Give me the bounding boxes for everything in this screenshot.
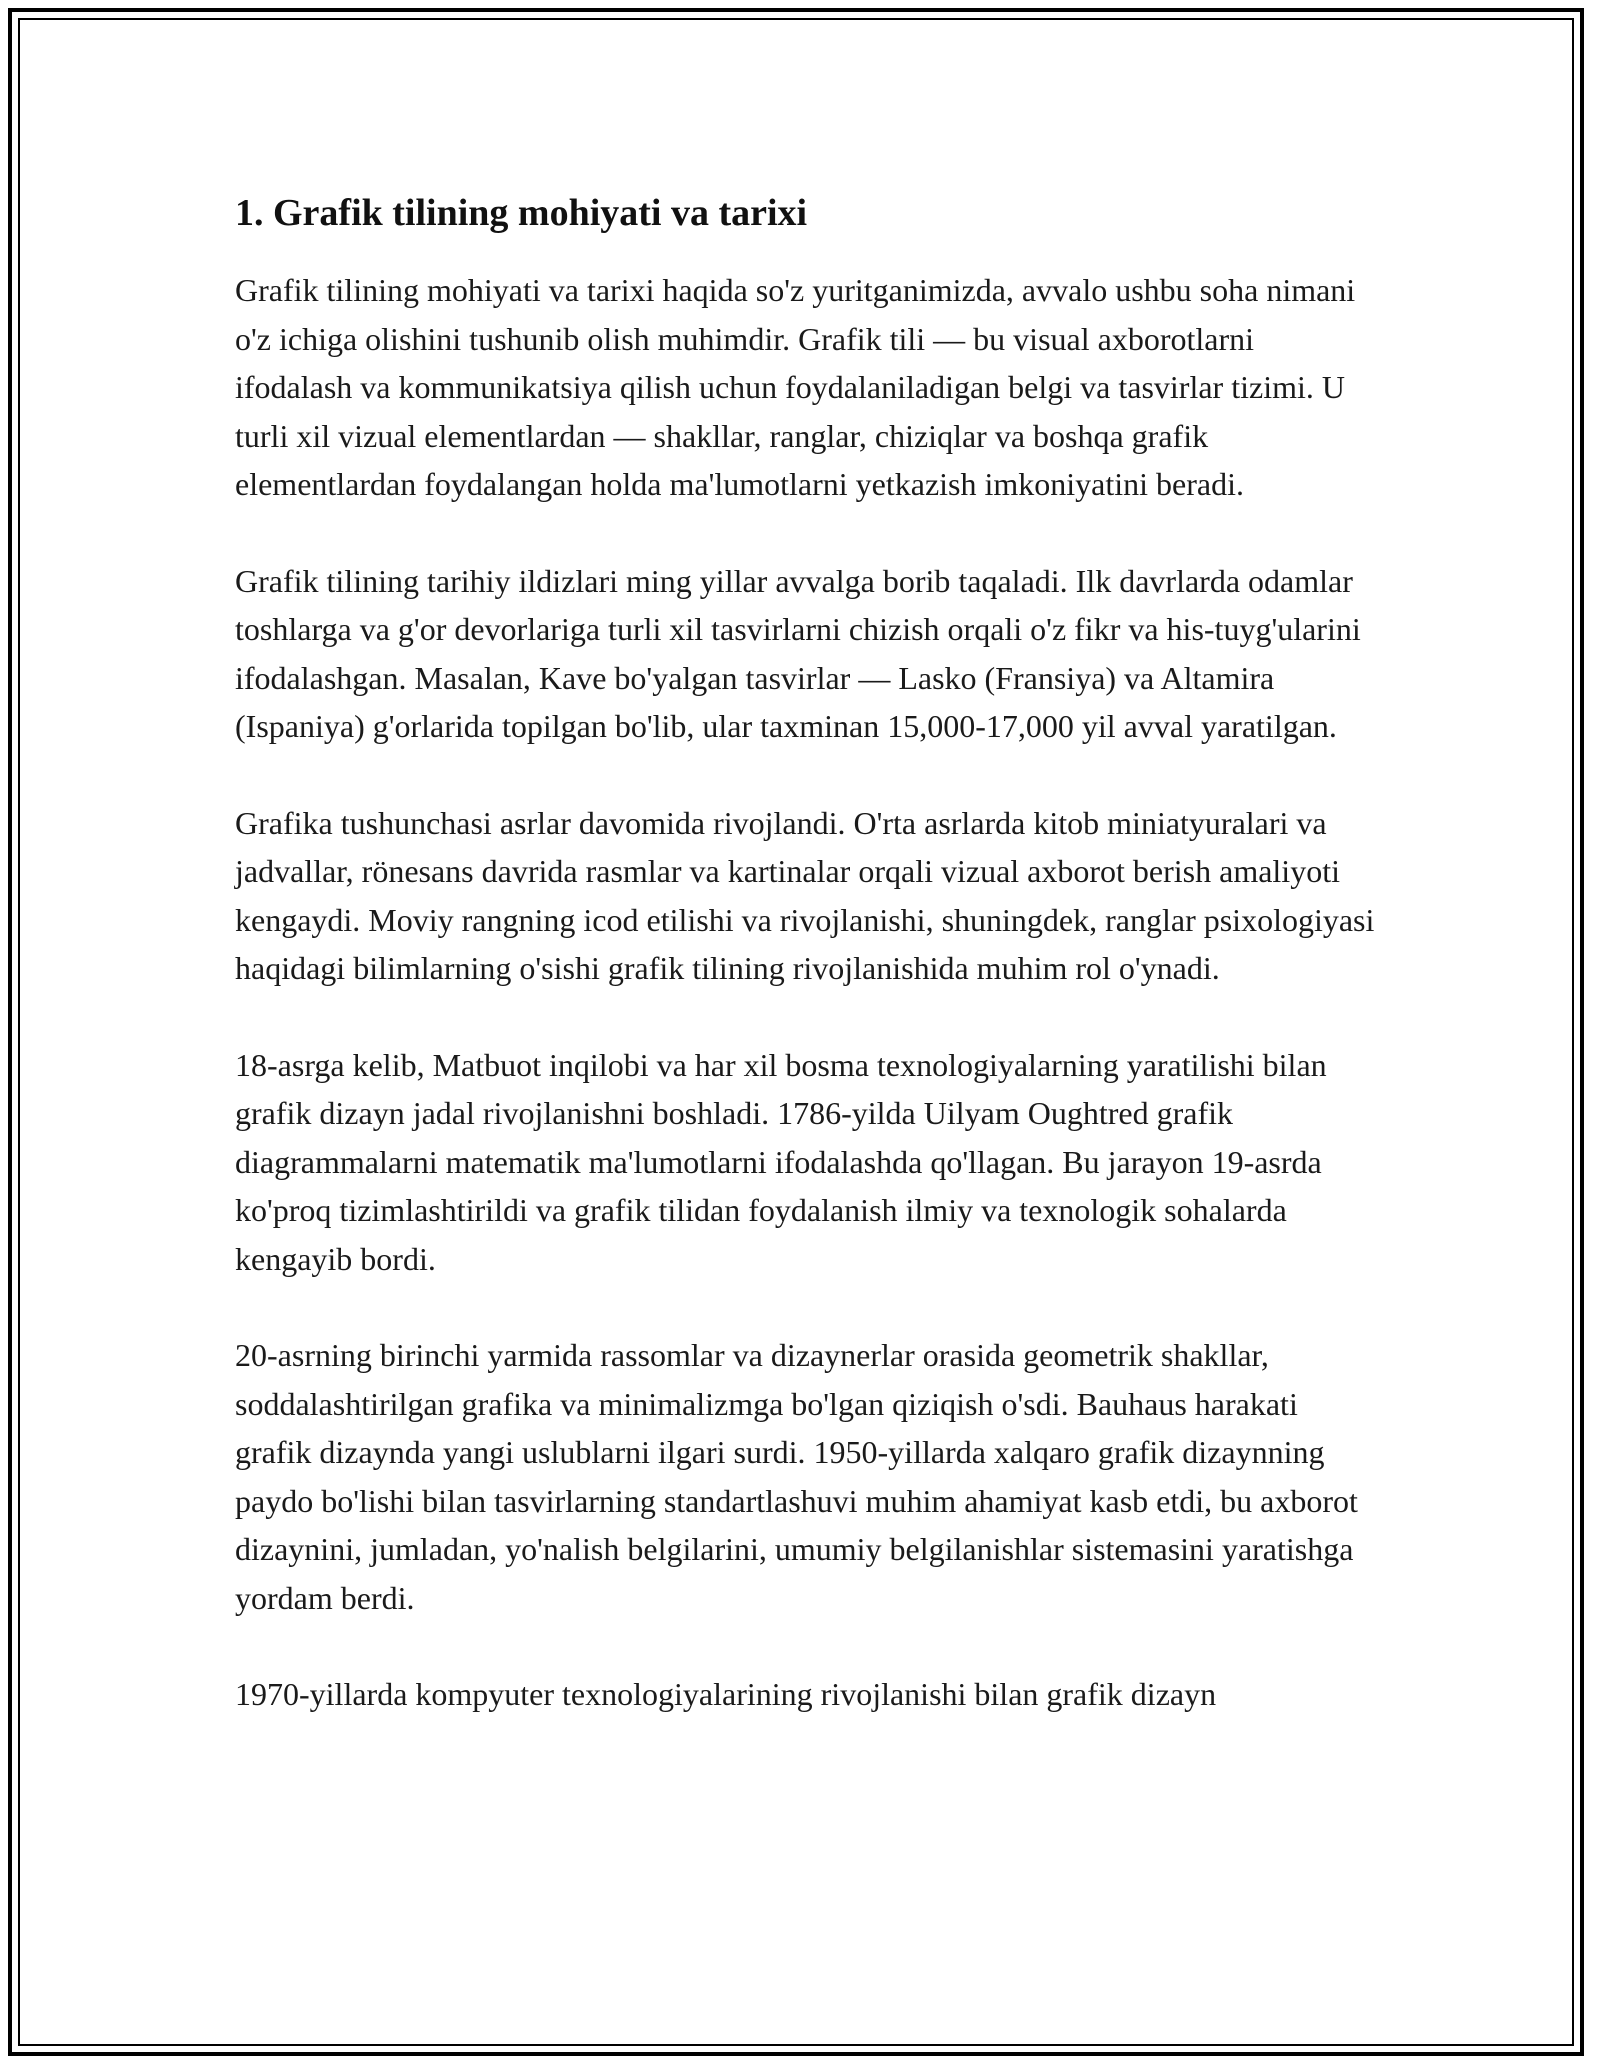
paragraph-1970s: 1970-yillarda kompyuter texnologiyalarining rivojlanishi bilan grafik dizayn (235, 1676, 1217, 1712)
paragraph-essence: Grafik tilining mohiyati va tarixi haqida so'z yuritganimizda, avvalo ushbu soha nimani o'z ichiga olishini tushunib olish muhimdir. Grafik tili — bu visual axborotlarni ifodalash va kommunikatsiya qilish uchun foydalaniladigan belgi va tasvirlar tizimi. U turli xil vizual elementlardan — shakllar, ranglar, chiziqlar va boshqa grafik elementlardan foydalangan holda ma'lumotlarni yetkazish imkoniyatini beradi. (235, 272, 1356, 502)
document-body (235, 184, 1375, 1719)
section-title: 1. Grafik tilining mohiyati va tarixi (235, 192, 808, 234)
paragraph-20th-century: 20-asrning birinchi yarmida rassomlar va dizaynerlar orasida geometrik shakllar, soddalashtirilgan grafika va minimalizmga bo'lgan qiziqish o'sdi. Bauhaus harakati grafik dizaynda yangi uslublarni ilgari surdi. 1950-yillarda xalqaro grafik dizaynning paydo bo'lishi bilan tasvirlarning standartlashuvi muhim ahamiyat kasb etdi, bu axborot dizaynini, jumladan, yo'nalish belgilarini, umumiy belgilanishlar sistemasini yaratishga yordam berdi. (235, 1337, 1358, 1616)
paragraph-historical-roots: Grafik tilining tarihiy ildizlari ming yillar avvalga borib taqaladi. Ilk davrlarda odamlar toshlarga va g'or devorlariga turli xil tasvirlarni chizish orqali o'z fikr va his-tuyg'ularini ifodalashgan. Masalan, Kave bo'yalgan tasvirlar — Lasko (Fransiya) va Altamira (Ispaniya) g'orlarida topilgan bo'lib, ular taxminan 15,000-17,000 yil avval yaratilgan. (235, 562, 1361, 744)
paragraph-development: Grafika tushunchasi asrlar davomida rivojlandi. O'rta asrlarda kitob miniatyuralari va jadvallar, rönesans davrida rasmlar va kartinalar orqali vizual axborot berish amaliyoti kengaydi. Moviy rangning icod etilishi va rivojlanishi, shuningdek, ranglar psixologiyasi haqidagi bilimlarning o'sishi grafik tilining rivojlanishida muhim rol o'ynadi. (235, 804, 1375, 986)
paragraph-18th-century: 18-asrga kelib, Matbuot inqilobi va har xil bosma texnologiyalarning yaratilishi bilan grafik dizayn jadal rivojlanishni boshladi. 1786-yilda Uilyam Oughtred grafik diagrammalarni matematik ma'lumotlarni ifodalashda qo'llagan. Bu jarayon 19-asrda ko'proq tizimlashtirildi va grafik tilidan foydalanish ilmiy va texnologik sohalarda kengayib bordi. (235, 1046, 1327, 1277)
